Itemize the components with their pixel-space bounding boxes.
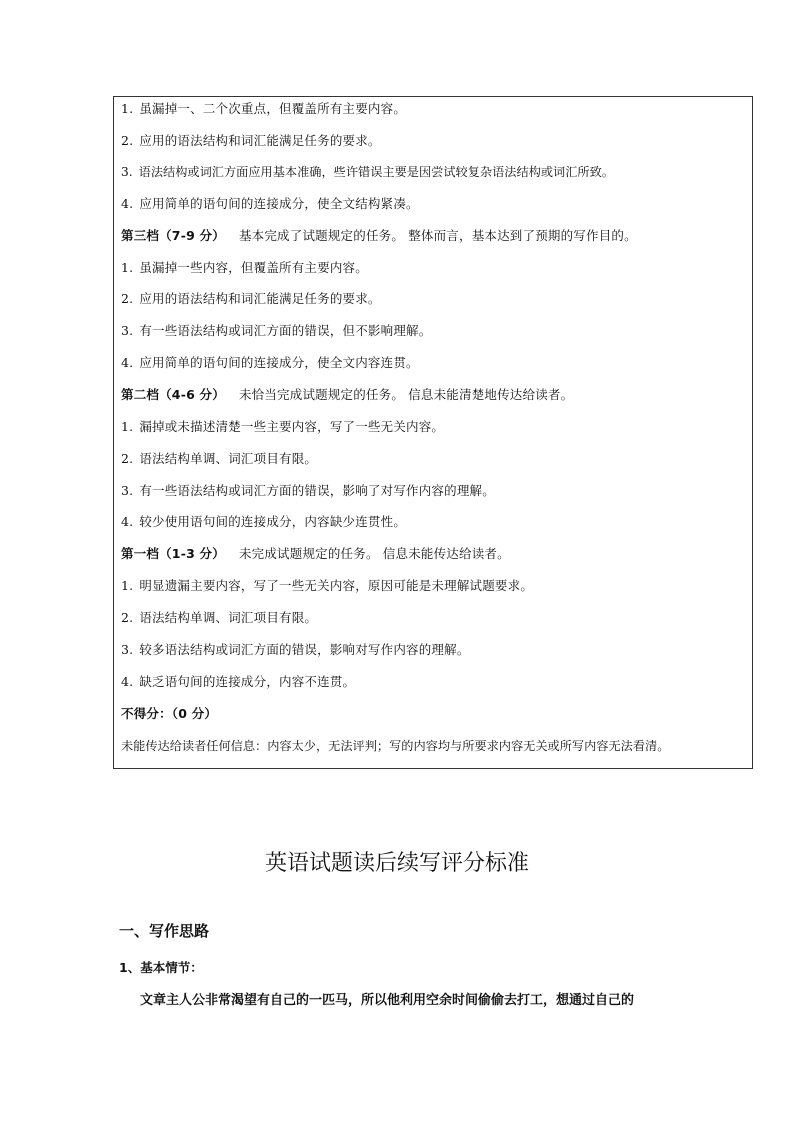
zero-score-description: 未能传达给读者任何信息：内容太少，无法评判；写的内容均与所要求内容无关或所写内容无法看清。	[121, 739, 670, 753]
level-label: 第三档（7-9 分）	[121, 228, 225, 243]
criterion-item: 2. 应用的语法结构和词汇能满足任务的要求。	[121, 133, 381, 148]
level-3-heading	[121, 226, 748, 246]
criterion-item: 2. 语法结构单调、词汇项目有限。	[121, 610, 318, 625]
body-paragraph: 文章主人公非常渴望有自己的一匹马，所以他利用空余时间偷偷去打工，想通过自己的	[140, 993, 635, 1008]
criterion-item: 4. 缺乏语句间的连接成分，内容不连贯。	[121, 674, 356, 689]
zero-score-heading	[121, 704, 748, 724]
level-description: 基本完成了试题规定的任务。 整体而言，基本达到了预期的写作目的。	[238, 228, 637, 243]
criterion-item: 3. 较多语法结构或词汇方面的错误，影响对写作内容的理解。	[121, 642, 470, 657]
level-label: 第二档（4-6 分）	[121, 387, 225, 402]
criterion-item: 1. 虽漏掉一、二个次重点，但覆盖所有主要内容。	[121, 101, 407, 116]
criterion-item: 4. 应用简单的语句间的连接成分，使全文内容连贯。	[121, 355, 419, 370]
sub-heading: 1、基本情节：	[119, 960, 203, 975]
criterion-item: 3. 有一些语法结构或词汇方面的错误，但不影响理解。	[121, 323, 432, 338]
level-description: 未恰当完成试题规定的任务。 信息未能清楚地传达给读者。	[238, 387, 574, 402]
level-2-heading	[121, 385, 748, 405]
level-label: 第一档（1-3 分）	[121, 546, 225, 561]
level-label: 不得分：（0 分）	[121, 706, 218, 721]
level-1-heading	[121, 544, 748, 564]
section-heading: 一、写作思路	[119, 922, 210, 940]
criterion-item: 1. 虽漏掉一些内容，但覆盖所有主要内容。	[121, 260, 368, 275]
criterion-item: 3. 语法结构或词汇方面应用基本准确，些许错误主要是因尝试较复杂语法结构或词汇所致。	[121, 165, 614, 179]
level-description: 未完成试题规定的任务。 信息未能传达给读者。	[238, 546, 510, 561]
criterion-item: 3. 有一些语法结构或词汇方面的错误，影响了对写作内容的理解。	[121, 483, 495, 498]
criterion-item: 1. 明显遗漏主要内容，写了一些无关内容，原因可能是未理解试题要求。	[121, 578, 534, 593]
criterion-item: 4. 较少使用语句间的连接成分，内容缺少连贯性。	[121, 514, 407, 529]
criterion-item: 1. 漏掉或未描述清楚一些主要内容，写了一些无关内容。	[121, 419, 445, 434]
criterion-item: 4. 应用简单的语句间的连接成分，使全文结构紧凑。	[121, 196, 419, 211]
criterion-item: 2. 语法结构单调、词汇项目有限。	[121, 451, 318, 466]
document-title: 英语试题读后续写评分标准	[264, 851, 529, 876]
criterion-item: 2. 应用的语法结构和词汇能满足任务的要求。	[121, 291, 381, 306]
scoring-criteria-box	[113, 96, 753, 769]
